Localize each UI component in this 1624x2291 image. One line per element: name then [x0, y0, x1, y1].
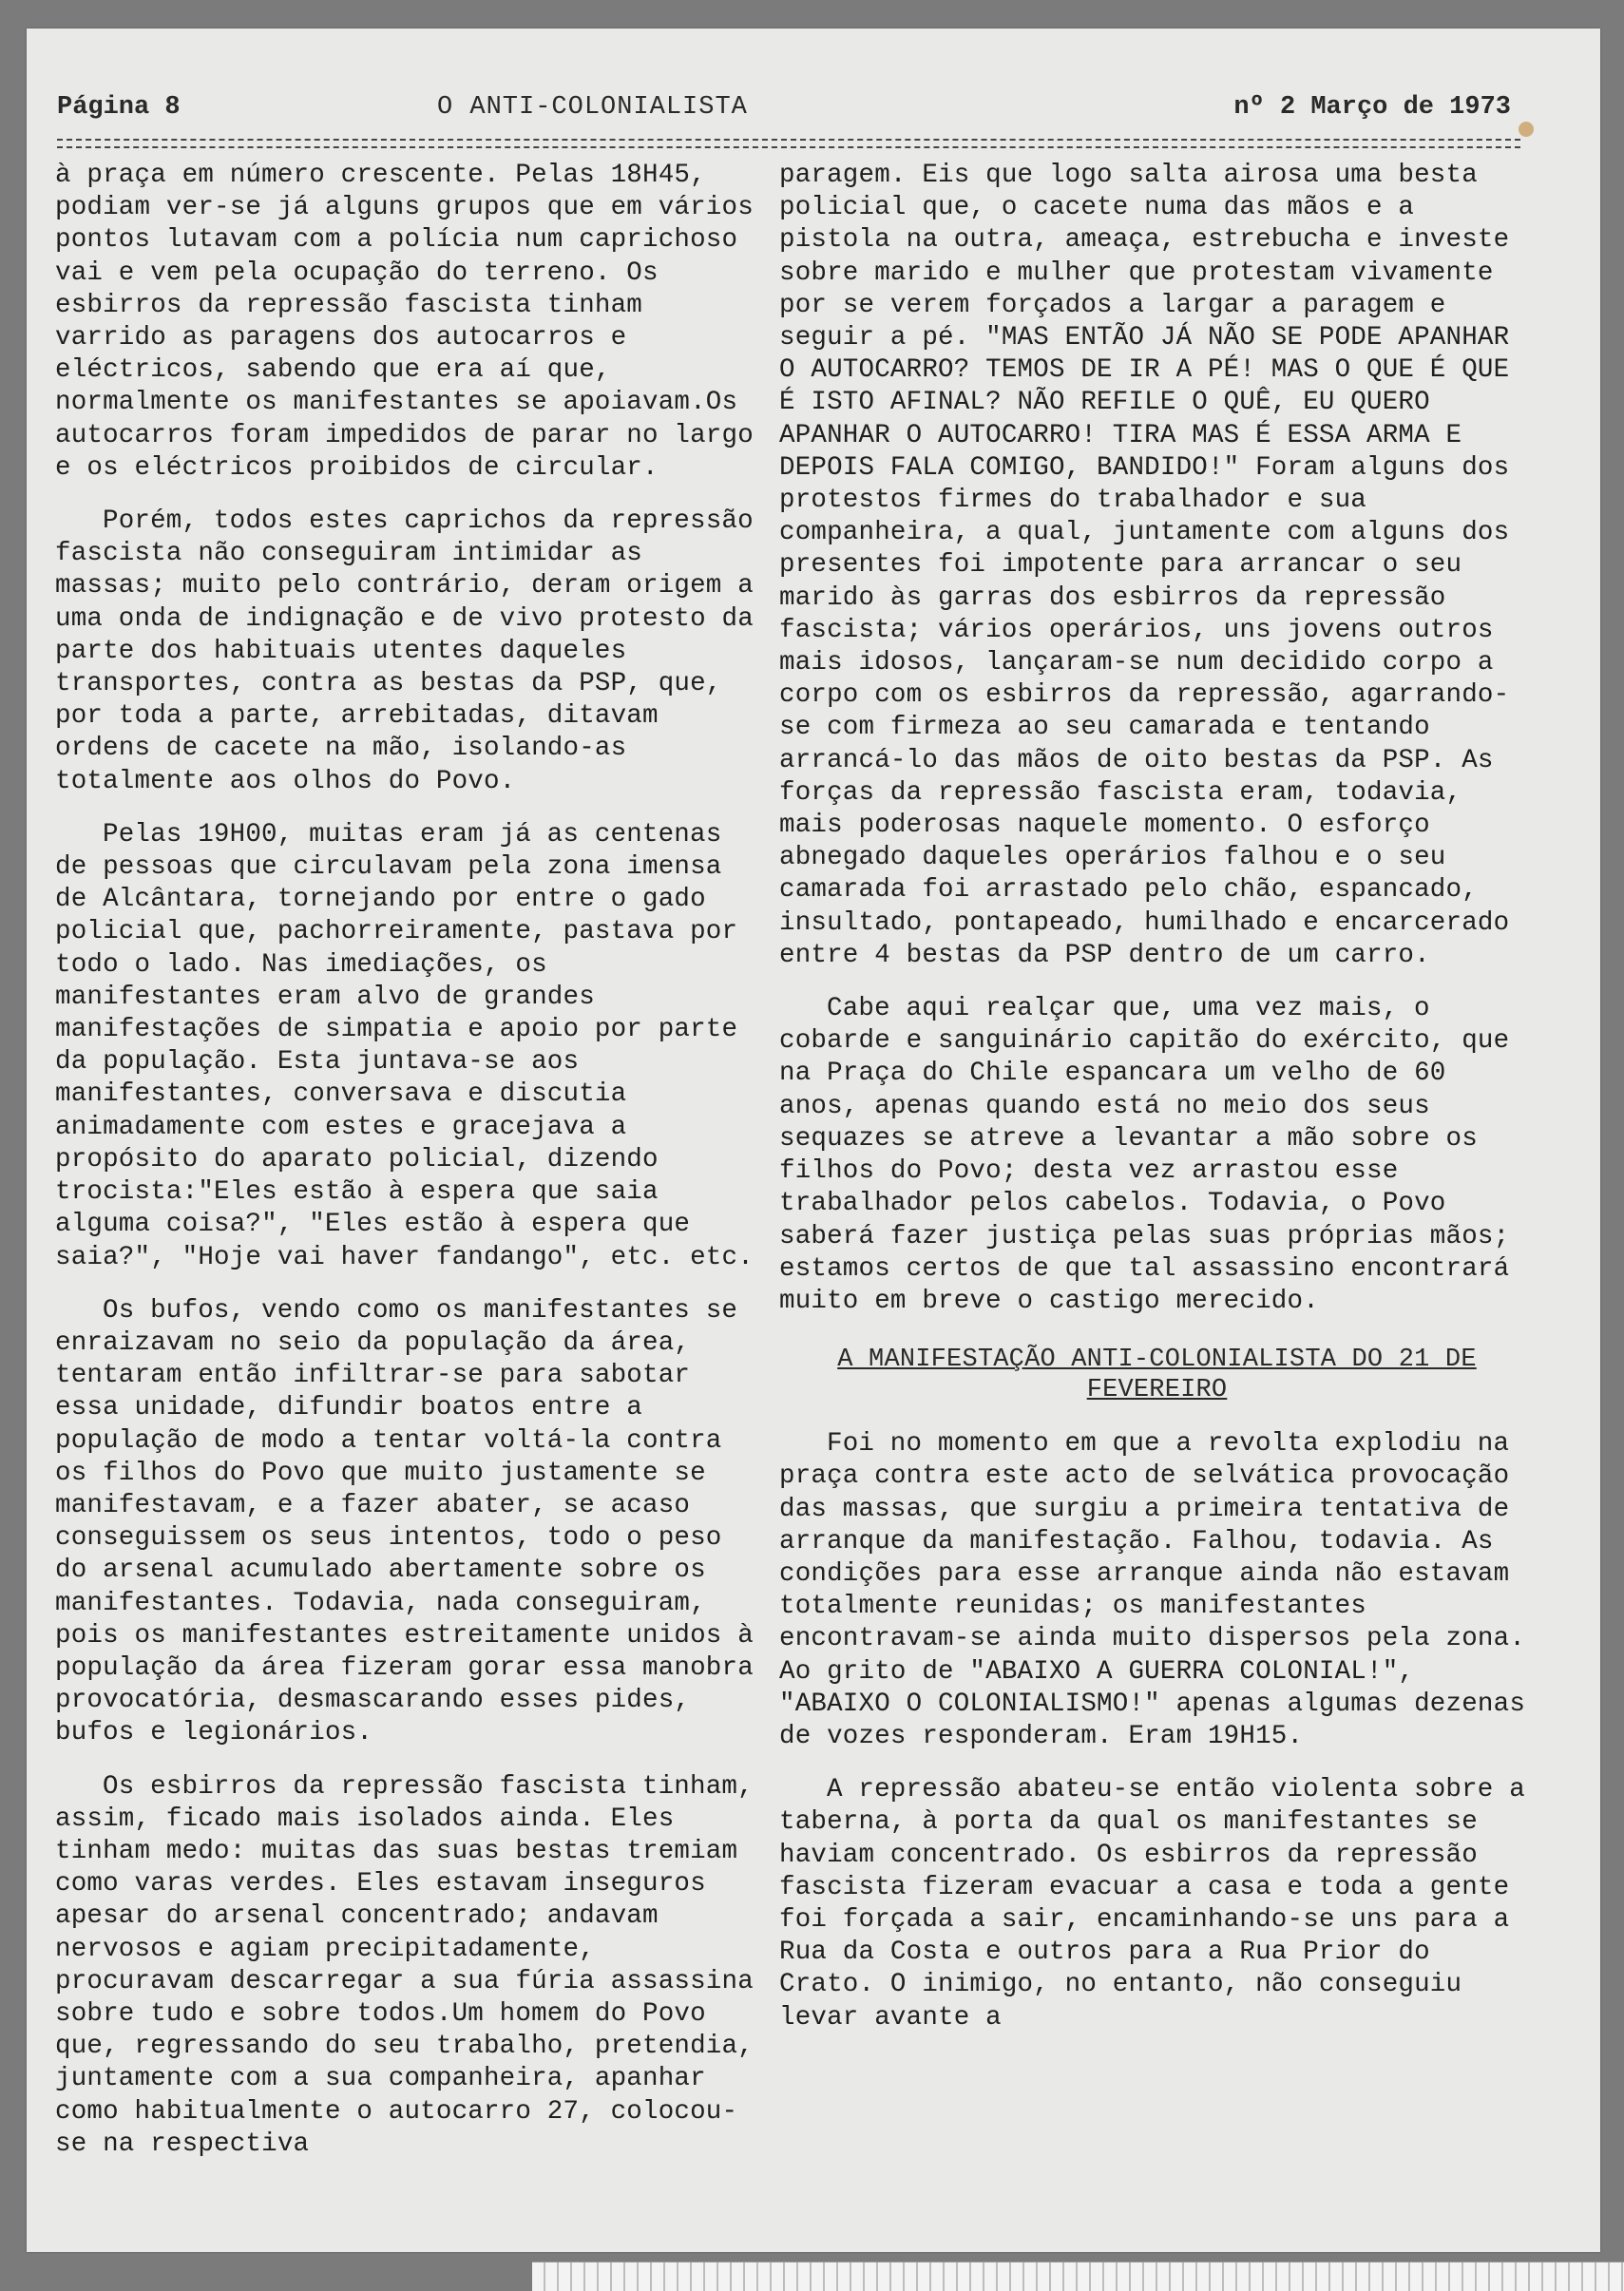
paragraph: à praça em número crescente. Pelas 18H45, podiam ver-se já alguns grupos que em vários pontos lutavam com a polícia num caprichoso vai e vem pela ocupação do terreno. Os esbirros da repressão fascista tinham varrido as paragens dos autocarros e eléctricos, sabendo que era aí que, normalmente os manifestantes se apoiavam.Os autocarros foram impedidos de parar no largo e os eléctricos proibidos de circular. [55, 161, 754, 483]
paragraph: A repressão abateu-se então violenta sobre a taberna, à porta da qual os manifestantes se haviam concentrado. Os esbirros da repressão fascista fizeram evacuar a casa e toda a gente foi forçada a sair, encaminhando-se uns para a Rua da Costa e outros para a Rua Prior do Crato. O inimigo, no entanto, não conseguiu levar avante a [779, 1775, 1525, 2033]
issue-date: nº 2 Março de 1973 [1233, 93, 1511, 122]
paragraph: Pelas 19H00, muitas eram já as centenas de pessoas que circulavam pela zona imensa de Alcântara, tornejando por entre o gado policial que, pachorreiramente, pastava por todo o lado. Nas imediações, os manifestantes eram alvo de grandes manifestações de simpatia e apoio por parte da população. Esta juntava-se aos manifestantes, conversava e discutia animadamente com estes e gracejava a propósito do aparato policial, dizendo trocista:"Eles estão à espera que saia alguma coisa?", "Eles estão à espera que saia?", "Hoje vai haver fandango", etc. etc. [55, 819, 754, 1272]
section-heading: A MANIFESTAÇÃO ANTI-COLONIALISTA DO 21 DE FEVEREIRO [837, 1346, 1477, 1405]
paragraph: Os esbirros da repressão fascista tinham, assim, ficado mais isolados ainda. Eles tinham medo: muitas das suas bestas tremiam como varas verdes. Eles estavam inseguros apesar do arsenal concentrado; andavam nervosos e agiam precipitadamente, procuravam descarregar a sua fúria assassina sobre tudo e sobre todos.Um homem do Povo que, regressando do seu trabalho, pretendia, juntamente com a sua companheira, apanhar como habitualmente o autocarro 27, colocou-se na respectiva [55, 1771, 754, 2159]
page-header [57, 93, 1511, 131]
left-column [55, 160, 758, 2182]
paragraph: Os bufos, vendo como os manifestantes se enraizavam no seio da população da área, tentaram então infiltrar-se para sabotar essa unidade, difundir boatos entre a população de modo a tentar voltá-la contra os filhos do Povo que muito justamente se manifestavam, e a fazer abater, se acaso conseguissem os seus intentos, todo o peso do arsenal acumulado abertamente sobre os manifestantes. Todavia, nada conseguiram, pois os manifestantes estreitamente unidos à população da área fizeram gorar essa manobra provocatória, desmascarando esses pides, bufos e legionários. [55, 1295, 754, 1748]
paragraph: Cabe aqui realçar que, uma vez mais, o cobarde e sanguinário capitão do exército, que na Praça do Chile espancara um velho de 60 anos, apenas quando está no meio dos seus sequazes se atreve a levantar a mão sobre os filhos do Povo; desta vez arrastou esse trabalhador pelos cabelos. Todavia, o Povo saberá fazer justiça pelas suas próprias mãos; estamos certos de que tal assassino encontrará muito em breve o castigo merecido. [779, 994, 1510, 1316]
page-number: Página 8 [57, 93, 181, 122]
scan-ruler [532, 2262, 1624, 2291]
paragraph: Foi no momento em que a revolta explodiu na praça contra este acto de selvática provocação das massas, que surgiu a primeira tentativa de arranque da manifestação. Falhou, todavia. As condições para esse arranque ainda não estavam totalmente reunidas; os manifestantes encontravam-se ainda muito dispersos pela zona. Ao grito de "ABAIXO A GUERRA COLONIAL!", "ABAIXO O COLONIALISMO!" apenas algumas dezenas de vozes responderam. Eram 19H15. [779, 1429, 1526, 1751]
header-rule [57, 139, 1520, 148]
paragraph: Porém, todos estes caprichos da repressão fascista não conseguiram intimidar as massas; muito pelo contrário, deram origem a uma onda de indignação e de vivo protesto da parte dos habituais utentes daqueles transportes, contra as bestas da PSP, que, por toda a parte, arrebitadas, ditavam ordens de cacete na mão, isolando-as totalmente aos olhos do Povo. [55, 506, 754, 796]
publication-title: O ANTI-COLONIALISTA [437, 93, 748, 122]
paragraph: paragem. Eis que logo salta airosa uma besta policial que, o cacete numa das mãos e a pistola na outra, ameaça, estrebucha e investe sobre marido e mulher que protestam vivamente por se verem forçados a largar a paragem e seguir a pé. "MAS ENTÃO JÁ NÃO SE PODE APANHAR O AUTOCARRO? TEMOS DE IR A PÉ! MAS O QUE É QUE É ISTO AFINAL? NÃO REFILE O QUÊ, EU QUERO APANHAR O AUTOCARRO! TIRA MAS É ESSA ARMA E DEPOIS FALA COMIGO, BANDIDO!" Foram alguns dos protestos firmes do trabalhador e sua companheira, a qual, juntamente com alguns dos presentes foi impotente para arrancar o seu marido às garras dos esbirros da repressão fascista; vários operários, uns jovens outros mais idosos, lançaram-se num decidido corpo a corpo com os esbirros da repressão, agarrando-se com firmeza ao seu camarada e tentando arrancá-lo das mãos de oito bestas da PSP. As forças da repressão fascista eram, todavia, mais poderosas naquele momento. O esforço abnegado daqueles operários falhou e o seu camarada foi arrastado pelo chão, espancado, insultado, pontapeado, humilhado e encarcerado entre 4 bestas da PSP dentro de um carro. [779, 161, 1510, 970]
paper-stain [1519, 122, 1534, 137]
right-column [779, 160, 1535, 2055]
